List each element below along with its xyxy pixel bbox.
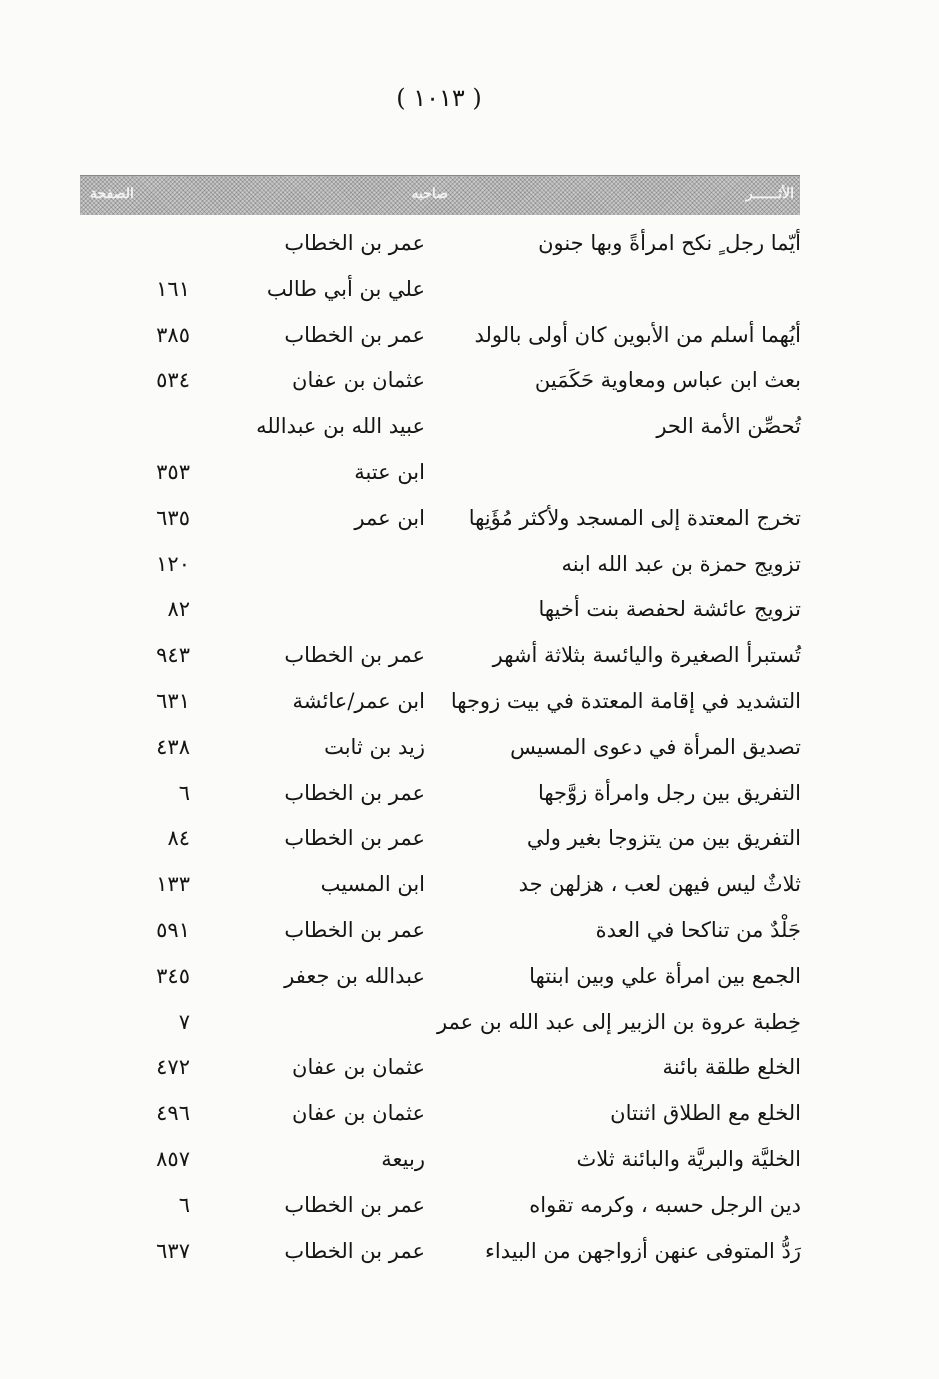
table-row xyxy=(0,1093,939,1139)
page-ref: ٣٤٥ xyxy=(156,963,190,988)
sahib-name: ابن المسيب xyxy=(320,872,425,897)
sahib-name: عبدالله بن جعفر xyxy=(284,963,425,988)
page-ref: ٥٣٤ xyxy=(156,368,190,393)
athar-text: الخلع مع الطلاق اثنتان xyxy=(610,1101,801,1126)
athar-text: تصديق المرأة في دعوى المسيس xyxy=(510,734,801,759)
page-number: ( ١٠١٣ ) xyxy=(396,84,482,112)
sahib-name: عمر بن الخطاب xyxy=(284,1192,425,1217)
page-ref: ٤٧٢ xyxy=(156,1055,190,1080)
header-athar: الأثــــــر xyxy=(745,186,794,202)
table-row xyxy=(0,681,939,727)
athar-text: تزويج عائشة لحفصة بنت أخيها xyxy=(538,597,801,622)
athar-text: الخلع طلقة بائنة xyxy=(662,1055,801,1080)
sahib-name: عبيد الله بن عبدالله xyxy=(256,414,425,439)
athar-text: تُستبرأ الصغيرة واليائسة بثلاثة أشهر xyxy=(492,643,801,668)
header-sahib: صاحبه xyxy=(411,186,448,202)
sahib-name: عثمان بن عفان xyxy=(292,1055,425,1080)
table-row xyxy=(0,452,939,498)
page-ref: ٦٣٧ xyxy=(156,1238,190,1263)
page-ref: ٦٣٥ xyxy=(156,505,190,530)
sahib-name: عمر بن الخطاب xyxy=(284,826,425,851)
table-row xyxy=(0,269,939,315)
sahib-name: عمر بن الخطاب xyxy=(284,231,425,255)
page-ref: ٣٨٥ xyxy=(156,322,190,347)
page-ref: ٤٩٦ xyxy=(156,1101,190,1126)
page-ref: ٦٣١ xyxy=(156,688,190,713)
athar-text: الجمع بين امرأة علي وبين ابنتها xyxy=(529,963,801,988)
page-ref: ٩٤٣ xyxy=(156,643,190,668)
athar-text: تزويج حمزة بن عبد الله ابنه xyxy=(561,551,801,576)
sahib-name: ربيعة xyxy=(381,1146,425,1171)
athar-text: التشديد في إقامة المعتدة في بيت زوجها xyxy=(450,688,801,713)
page-ref: ١٣٣ xyxy=(156,872,190,897)
header-page: الصفحة xyxy=(90,186,134,202)
athar-text: أيّما رجل ٍ نكح امرأةً وبها جنون xyxy=(538,231,801,255)
page-ref: ٨٢ xyxy=(167,597,190,622)
sahib-name: عثمان بن عفان xyxy=(292,1101,425,1126)
sahib-name: ابن عمر/عائشة xyxy=(292,688,425,713)
table-row xyxy=(0,956,939,1002)
table-row xyxy=(0,1002,939,1048)
table-row xyxy=(0,406,939,452)
table-row xyxy=(0,589,939,635)
athar-text: تُحصِّن الأمة الحر xyxy=(656,414,801,439)
athar-text: أيُهما أسلم من الأبوين كان أولى بالولد xyxy=(474,322,801,347)
table-row xyxy=(0,223,939,269)
sahib-name: ابن عمر xyxy=(354,505,425,530)
table-row xyxy=(0,498,939,544)
page-ref: ١٦١ xyxy=(156,276,190,301)
table-row xyxy=(0,1185,939,1231)
table-row xyxy=(0,910,939,956)
sahib-name: عمر بن الخطاب xyxy=(284,917,425,942)
table-row xyxy=(0,1231,939,1277)
page-ref: ٨٥٧ xyxy=(156,1146,190,1171)
page-ref: ١٢٠ xyxy=(156,551,190,576)
athar-text: جَلْدٌ من تناكحا في العدة xyxy=(595,917,801,942)
table-row xyxy=(0,818,939,864)
athar-text: رَدُّ المتوفى عنهن أزواجهن من البيداء xyxy=(485,1238,801,1263)
sahib-name: عثمان بن عفان xyxy=(292,368,425,393)
sahib-name: علي بن أبي طالب xyxy=(266,276,425,301)
athar-text: الخليَّة والبريَّة والبائنة ثلاث xyxy=(576,1146,801,1171)
athar-text: تخرج المعتدة إلى المسجد ولأكثر مُؤَنِها xyxy=(468,505,801,530)
table-row xyxy=(0,727,939,773)
table-row xyxy=(0,773,939,819)
sahib-name: عمر بن الخطاب xyxy=(284,322,425,347)
page-ref: ٦ xyxy=(178,780,190,805)
athar-text: بعث ابن عباس ومعاوية حَكَمَين xyxy=(534,368,801,393)
athar-text: التفريق بين من يتزوجا بغير ولي xyxy=(526,826,801,851)
table-row xyxy=(0,635,939,681)
sahib-name: ابن عتبة xyxy=(354,459,425,484)
page-ref: ٥٩١ xyxy=(156,917,190,942)
table-row xyxy=(0,544,939,590)
table-row xyxy=(0,360,939,406)
sahib-name: عمر بن الخطاب xyxy=(284,1238,425,1263)
table-row xyxy=(0,1139,939,1185)
sahib-name: عمر بن الخطاب xyxy=(284,643,425,668)
sahib-name: زيد بن ثابت xyxy=(324,734,425,759)
table-row xyxy=(0,1047,939,1093)
index-table xyxy=(0,223,939,1276)
athar-text: دين الرجل حسبه ، وكرمه تقواه xyxy=(529,1192,801,1217)
athar-text: خِطبة عروة بن الزبير إلى عبد الله بن عمر xyxy=(436,1009,801,1034)
sahib-name: عمر بن الخطاب xyxy=(284,780,425,805)
table-row xyxy=(0,864,939,910)
page-ref: ٤٣٨ xyxy=(156,734,190,759)
table-header xyxy=(80,175,800,215)
athar-text: التفريق بين رجل وامرأة زوَّجها xyxy=(537,780,801,805)
page-ref: ٦ xyxy=(178,1192,190,1217)
page-ref: ٧ xyxy=(178,1009,190,1034)
page-ref: ٣٥٣ xyxy=(156,459,190,484)
athar-text: ثلاثٌ ليس فيهن لعب ، هزلهن جد xyxy=(518,872,801,897)
page-ref: ٨٤ xyxy=(167,826,190,851)
table-row xyxy=(0,315,939,361)
